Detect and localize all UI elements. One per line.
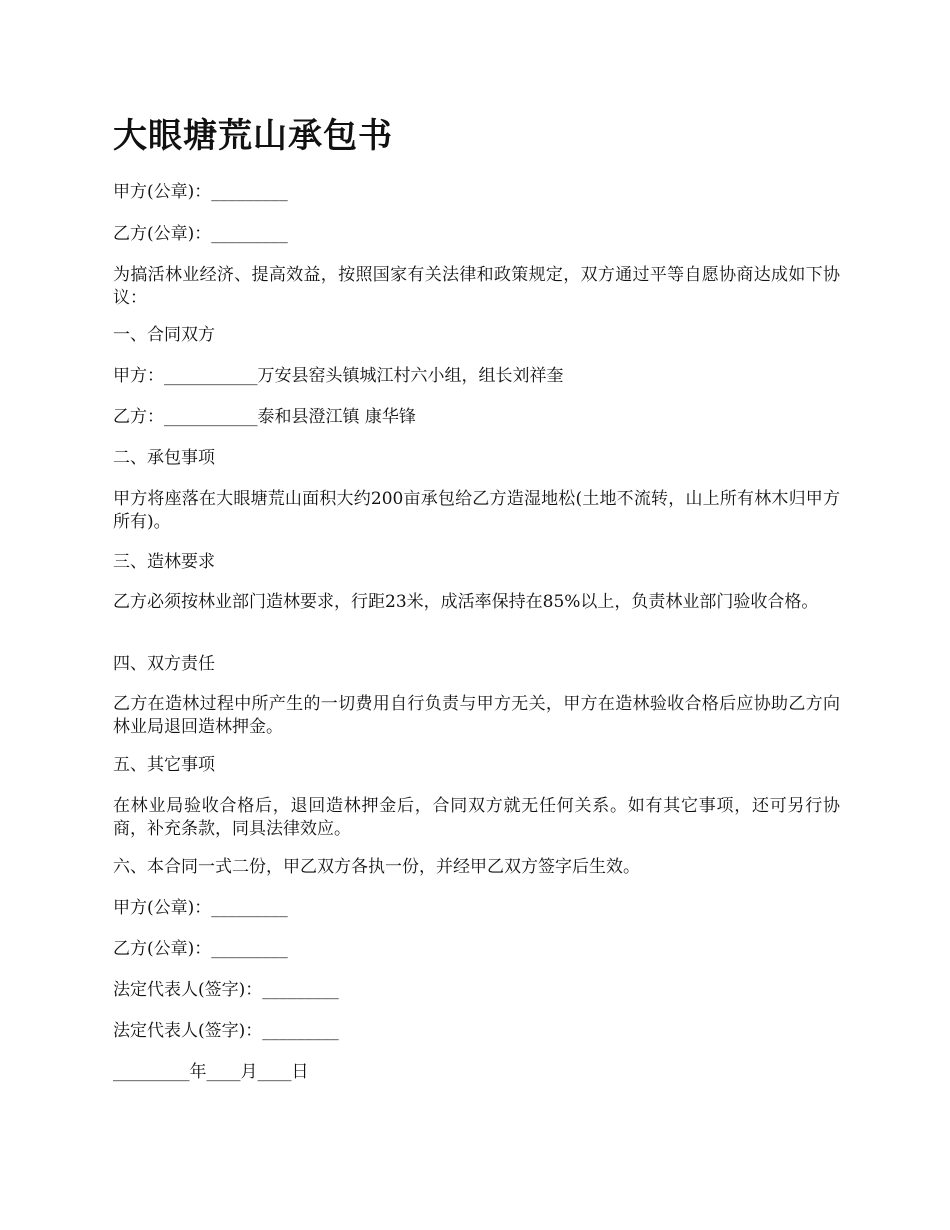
section-4-body: 乙方在造林过程中所产生的一切费用自行负责与甲方无关，甲方在造林验收合格后应协助乙方向林业局退回造林押金。 [113, 694, 840, 737]
section-2-body: 甲方将座落在大眼塘荒山面积大约200亩承包给乙方造湿地松(土地不流转，山上所有林木归甲方所有)。 [113, 489, 840, 532]
signature-legal-rep-1: 法定代表人(签字)：_________ [113, 980, 339, 1000]
section-5-body: 在林业局验收合格后，退回造林押金后，合同双方就无任何关系。如有其它事项，还可另行协商，补充条款，同具法律效应。 [113, 796, 840, 839]
section-4-heading: 四、双方责任 [113, 654, 215, 674]
section-3-body: 乙方必须按林业部门造林要求，行距23米，成活率保持在85%以上，负责林业部门验收合格。 [113, 592, 819, 612]
section-3-heading: 三、造林要求 [113, 552, 215, 572]
party-a-seal-line: 甲方(公章)：_________ [113, 182, 288, 202]
signature-date-line: _________年____月____日 [113, 1062, 309, 1082]
signature-party-a-seal: 甲方(公章)：_________ [113, 898, 288, 918]
section-1-party-a: 甲方：___________万安县窑头镇城江村六小组，组长刘祥奎 [113, 366, 564, 386]
document-title: 大眼塘荒山承包书 [113, 116, 393, 156]
section-2-heading: 二、承包事项 [113, 448, 215, 468]
signature-legal-rep-2: 法定代表人(签字)：_________ [113, 1021, 339, 1041]
section-6-clause: 六、本合同一式二份，甲乙双方各执一份，并经甲乙双方签字后生效。 [113, 857, 640, 877]
signature-party-b-seal: 乙方(公章)：_________ [113, 939, 288, 959]
party-b-seal-line: 乙方(公章)：_________ [113, 224, 288, 244]
section-1-party-b: 乙方：___________泰和县澄江镇 康华锋 [113, 407, 416, 427]
section-5-heading: 五、其它事项 [113, 755, 215, 775]
section-1-heading: 一、合同双方 [113, 325, 215, 345]
intro-paragraph: 为搞活林业经济、提高效益，按照国家有关法律和政策规定，双方通过平等自愿协商达成如下协议： [113, 265, 840, 308]
